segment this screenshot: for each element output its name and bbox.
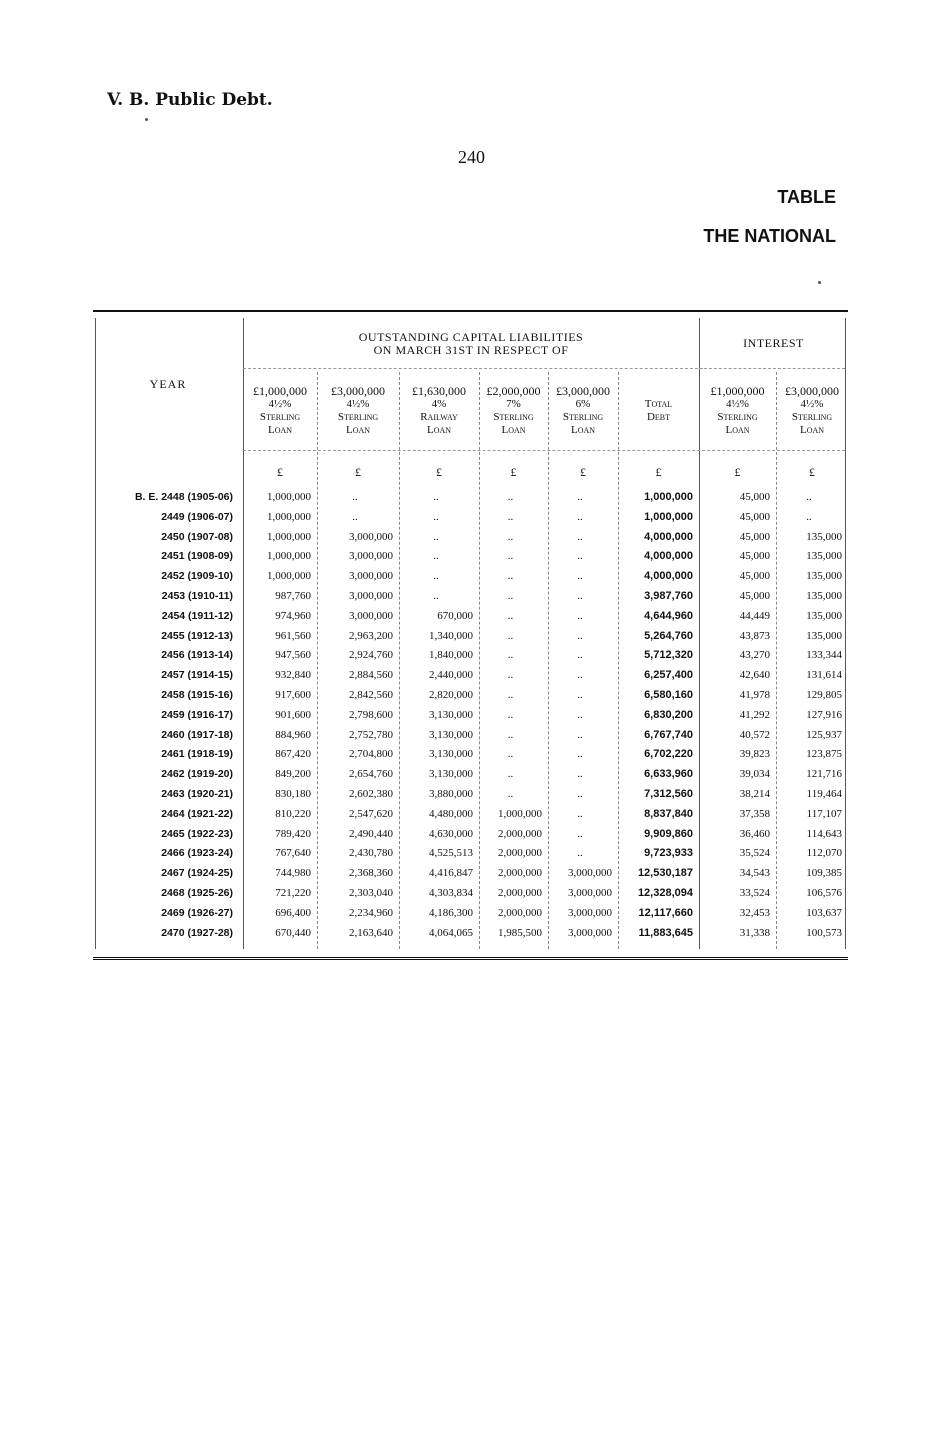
value-cell: 45,000	[739, 491, 770, 503]
value-cell: 2,798,600	[349, 708, 393, 721]
column-header-kind: Sterling	[337, 411, 379, 423]
unit-label: £	[355, 465, 361, 479]
value-cell: 2,704,800	[349, 748, 393, 761]
value-cell: 2,654,760	[349, 768, 393, 781]
value-cell: 3,000,000	[349, 589, 393, 602]
value-cell: 2,234,960	[349, 906, 393, 919]
unit-label: £	[655, 465, 662, 479]
value-cell: 849,200	[275, 768, 311, 781]
year-cell: 2456 (1913-14)	[161, 649, 233, 662]
column-header-amount: £1,630,000	[412, 384, 466, 398]
capital-liabilities-heading	[243, 331, 699, 357]
value-cell: 670,440	[275, 926, 311, 939]
value-cell: ..	[507, 510, 514, 523]
value-cell: ..	[507, 629, 514, 642]
value-cell: 36,460	[739, 827, 770, 840]
value-cell: 901,600	[275, 708, 311, 721]
value-cell: 135,000	[806, 550, 842, 563]
value-cell: 123,875	[806, 748, 842, 761]
value-cell: 4,525,513	[429, 847, 473, 860]
value-cell: 744,980	[275, 867, 311, 880]
value-cell: 45,000	[739, 550, 770, 563]
value-cell: 3,880,000	[429, 787, 473, 800]
value-cell: ..	[577, 688, 583, 701]
total-debt-cell: 9,723,933	[644, 847, 693, 860]
total-debt-cell: 9,909,860	[644, 827, 693, 840]
year-column-header: YEAR	[149, 377, 187, 391]
value-cell: 987,760	[275, 589, 311, 602]
value-cell: 4,303,834	[429, 886, 473, 899]
value-cell: 38,214	[739, 787, 770, 800]
year-cell: 2466 (1923-24)	[161, 847, 233, 860]
value-cell: 961,560	[275, 629, 311, 642]
column-header-type: Loan	[501, 424, 526, 436]
table-row	[93, 726, 848, 746]
year-cell: 2459 (1916-17)	[161, 708, 233, 721]
column-header-rate: 6%	[575, 398, 591, 410]
table-row	[93, 666, 848, 686]
unit-label: £	[510, 465, 517, 479]
page-number: 240	[458, 147, 485, 167]
value-cell: 133,344	[806, 649, 842, 662]
value-cell: 35,524	[739, 847, 770, 860]
column-header-type: Debt	[646, 411, 671, 423]
table-row	[93, 686, 848, 706]
column-header-rate: 7%	[506, 398, 521, 410]
value-cell: ..	[507, 649, 514, 662]
year-cell: 2458 (1915-16)	[161, 688, 233, 701]
column-header-4	[479, 385, 548, 437]
year-cell: 2465 (1922-23)	[161, 827, 233, 840]
table-subject: THE NATIONAL	[703, 226, 836, 246]
year-cell: 2463 (1920-21)	[161, 787, 233, 800]
column-header-kind: Railway	[420, 411, 458, 423]
column-header-amount: £1,000,000	[710, 384, 765, 398]
value-cell: ..	[806, 491, 812, 503]
value-cell: 1,340,000	[429, 629, 473, 642]
value-cell: 830,180	[275, 787, 311, 800]
total-debt-cell: 1,000,000	[644, 510, 693, 523]
value-cell: 43,270	[739, 649, 770, 662]
table-row	[93, 547, 848, 567]
value-cell: 100,573	[806, 926, 842, 939]
value-cell: 3,000,000	[349, 550, 393, 563]
value-cell: 34,543	[739, 867, 770, 880]
value-cell: 2,163,640	[349, 926, 393, 939]
year-cell: 2468 (1925-26)	[161, 886, 233, 899]
year-cell: 2454 (1911-12)	[161, 609, 233, 622]
value-cell: ..	[577, 609, 583, 622]
column-header-rate: 4½%	[268, 398, 292, 410]
value-cell: 31,338	[739, 926, 770, 939]
value-cell: 114,643	[806, 827, 842, 840]
value-cell: 1,000,000	[267, 530, 311, 543]
column-header-type: Loan	[267, 424, 293, 436]
value-cell: ..	[507, 768, 514, 781]
value-cell: 1,000,000	[267, 550, 311, 563]
table-row	[93, 607, 848, 627]
total-debt-cell: 8,837,840	[644, 807, 693, 820]
table-row	[93, 587, 848, 607]
value-cell: ..	[577, 510, 583, 523]
value-cell: 2,303,040	[349, 886, 393, 899]
total-debt-cell: 12,328,094	[637, 886, 693, 899]
value-cell: 974,960	[275, 609, 311, 622]
value-cell: ..	[507, 728, 514, 741]
column-header-8	[776, 385, 848, 437]
value-cell: 45,000	[739, 589, 770, 602]
year-cell: 2461 (1918-19)	[161, 748, 233, 761]
value-cell: 3,000,000	[568, 926, 612, 939]
value-cell: 32,453	[739, 906, 770, 919]
table-row	[93, 864, 848, 884]
value-cell: 3,000,000	[349, 570, 393, 583]
value-cell: 3,130,000	[429, 768, 473, 781]
value-cell: ..	[577, 708, 583, 721]
column-header-kind: Total	[644, 398, 673, 410]
speck	[818, 281, 821, 284]
value-cell: 2,440,000	[429, 669, 473, 682]
value-cell: 4,630,000	[429, 827, 473, 840]
value-cell: ..	[577, 530, 583, 543]
value-cell: ..	[433, 530, 439, 543]
value-cell: 1,000,000	[267, 491, 311, 503]
value-cell: ..	[507, 589, 514, 602]
value-cell: 2,547,620	[349, 807, 393, 820]
table-row	[93, 884, 848, 904]
total-debt-cell: 6,580,160	[644, 688, 693, 701]
unit-label: £	[809, 465, 815, 479]
table-row	[93, 904, 848, 924]
value-cell: 1,000,000	[267, 570, 311, 583]
value-cell: 3,130,000	[429, 708, 473, 721]
value-cell: 109,385	[806, 867, 842, 880]
value-cell: ..	[433, 550, 439, 563]
column-header-rate: 4½%	[346, 398, 370, 410]
table-row	[93, 488, 848, 508]
value-cell: 917,600	[275, 688, 311, 701]
total-debt-cell: 6,257,400	[644, 669, 693, 682]
column-header-1	[243, 385, 317, 437]
year-cell: 2455 (1912-13)	[161, 629, 233, 642]
value-cell: 2,752,780	[349, 728, 393, 741]
value-cell: ..	[352, 510, 358, 523]
year-cell: 2449 (1906-07)	[161, 510, 233, 523]
value-cell: 45,000	[739, 510, 770, 523]
value-cell: ..	[577, 629, 583, 642]
value-cell: 129,805	[806, 688, 842, 701]
value-cell: 121,716	[806, 768, 842, 781]
value-cell: 2,884,560	[349, 669, 393, 682]
value-cell: 135,000	[806, 530, 842, 543]
value-cell: ..	[507, 688, 514, 701]
national-debt-table	[93, 310, 848, 960]
table-row	[93, 844, 848, 864]
column-header-3	[399, 385, 479, 437]
value-cell: 3,000,000	[568, 906, 612, 919]
year-cell: 2452 (1909-10)	[161, 570, 233, 583]
total-debt-cell: 4,000,000	[644, 530, 693, 543]
table-row	[93, 765, 848, 785]
value-cell: ..	[507, 708, 514, 721]
value-cell: 40,572	[739, 728, 770, 741]
value-cell: ..	[507, 748, 514, 761]
value-cell: 127,916	[806, 708, 842, 721]
value-cell: ..	[507, 491, 514, 503]
value-cell: 106,576	[806, 886, 842, 899]
year-cell: 2453 (1910-11)	[161, 589, 233, 602]
value-cell: ..	[577, 827, 583, 840]
unit-label: £	[436, 465, 442, 479]
year-cell: 2469 (1926-27)	[161, 906, 233, 919]
value-cell: ..	[577, 748, 583, 761]
value-cell: 119,464	[806, 787, 842, 800]
value-cell: ..	[577, 491, 583, 503]
value-cell: ..	[806, 510, 812, 523]
value-cell: 3,000,000	[568, 867, 612, 880]
value-cell: ..	[577, 550, 583, 563]
value-cell: ..	[507, 787, 514, 800]
value-cell: 4,416,847	[429, 867, 473, 880]
value-cell: 3,000,000	[349, 609, 393, 622]
total-debt-cell: 12,530,187	[637, 867, 693, 880]
table-body	[93, 488, 848, 943]
value-cell: 947,560	[275, 649, 311, 662]
value-cell: 135,000	[806, 629, 842, 642]
value-cell: 2,430,780	[349, 847, 393, 860]
value-cell: 112,070	[806, 847, 842, 860]
column-header-2	[317, 385, 399, 437]
value-cell: 4,064,065	[429, 926, 473, 939]
value-cell: 42,640	[739, 669, 770, 682]
column-header-rate: 4½%	[800, 398, 824, 410]
total-debt-cell: 4,000,000	[644, 570, 693, 583]
value-cell: 45,000	[739, 570, 770, 583]
value-cell: 2,000,000	[498, 847, 542, 860]
value-cell: ..	[507, 669, 514, 682]
table-row	[93, 528, 848, 548]
column-header-rate: 4½%	[726, 398, 749, 410]
total-debt-cell: 6,830,200	[644, 708, 693, 721]
value-cell: 1,000,000	[267, 510, 311, 523]
column-header-type: Loan	[345, 424, 371, 436]
value-cell: 3,130,000	[429, 728, 473, 741]
value-cell: ..	[577, 669, 583, 682]
value-cell: ..	[577, 807, 583, 820]
total-debt-cell: 5,712,320	[644, 649, 693, 662]
year-cell: 2460 (1917-18)	[161, 728, 233, 741]
column-header-kind: Sterling	[562, 411, 604, 423]
value-cell: ..	[577, 589, 583, 602]
year-cell: B. E. 2448 (1905-06)	[134, 491, 233, 503]
total-debt-cell: 6,702,220	[644, 748, 693, 761]
interest-heading: INTEREST	[743, 336, 804, 350]
column-header-type: Loan	[725, 424, 750, 436]
value-cell: 2,000,000	[498, 867, 542, 880]
column-header-amount: £3,000,000	[556, 384, 610, 398]
total-debt-cell: 6,633,960	[644, 768, 693, 781]
value-cell: 789,420	[275, 827, 311, 840]
value-cell: 135,000	[806, 570, 842, 583]
table-row	[93, 805, 848, 825]
column-header-amount: £2,000,000	[486, 384, 541, 398]
value-cell: 41,978	[739, 688, 770, 701]
value-cell: 2,368,360	[349, 867, 393, 880]
value-cell: ..	[433, 589, 439, 602]
year-cell: 2450 (1907-08)	[161, 530, 233, 543]
year-cell: 2462 (1919-20)	[161, 768, 233, 781]
value-cell: 1,985,500	[498, 926, 542, 939]
value-cell: 1,000,000	[498, 807, 542, 820]
value-cell: 3,130,000	[429, 748, 473, 761]
value-cell: 39,823	[739, 748, 770, 761]
value-cell: 45,000	[739, 530, 770, 543]
table-row	[93, 627, 848, 647]
value-cell: ..	[352, 491, 358, 503]
table-row	[93, 567, 848, 587]
column-header-7	[699, 385, 776, 437]
column-header-kind: Sterling	[493, 411, 534, 423]
value-cell: 37,358	[739, 807, 770, 820]
value-cell: 103,637	[806, 906, 842, 919]
capital-liabilities-title: OUTSTANDING CAPITAL LIABILITIES	[358, 330, 584, 344]
table-row	[93, 745, 848, 765]
unit-label: £	[734, 465, 741, 479]
total-debt-cell: 3,987,760	[644, 589, 693, 602]
column-header-type: Loan	[799, 424, 825, 436]
value-cell: ..	[577, 787, 583, 800]
table-label: TABLE	[777, 187, 836, 207]
table-row	[93, 924, 848, 944]
value-cell: 884,960	[275, 728, 311, 741]
value-cell: ..	[433, 491, 439, 503]
year-cell: 2467 (1924-25)	[161, 867, 233, 880]
value-cell: 670,000	[437, 609, 473, 622]
column-header-amount: £1,000,000	[253, 384, 307, 398]
column-header-amount: £3,000,000	[785, 384, 839, 398]
value-cell: 4,480,000	[429, 807, 473, 820]
column-header-rate: 4%	[431, 398, 447, 410]
value-cell: ..	[507, 530, 514, 543]
year-cell: 2464 (1921-22)	[161, 807, 233, 820]
column-header-6	[618, 398, 699, 424]
value-cell: 39,034	[739, 768, 770, 781]
table-row	[93, 825, 848, 845]
value-cell: ..	[577, 570, 583, 583]
value-cell: 2,000,000	[498, 886, 542, 899]
year-cell: 2457 (1914-15)	[161, 669, 233, 682]
value-cell: 932,840	[275, 669, 311, 682]
unit-label: £	[277, 465, 283, 479]
capital-liabilities-subtitle: ON MARCH 31ST IN RESPECT OF	[373, 343, 569, 357]
value-cell: 867,420	[275, 748, 311, 761]
value-cell: 125,937	[806, 728, 842, 741]
value-cell: 2,842,560	[349, 688, 393, 701]
value-cell: 2,000,000	[498, 827, 542, 840]
value-cell: ..	[433, 570, 439, 583]
value-cell: ..	[507, 550, 514, 563]
value-cell: 2,000,000	[498, 906, 542, 919]
table-row	[93, 508, 848, 528]
value-cell: ..	[577, 728, 583, 741]
value-cell: 2,602,380	[349, 787, 393, 800]
value-cell: 2,963,200	[349, 629, 393, 642]
total-debt-cell: 6,767,740	[644, 728, 693, 741]
value-cell: 4,186,300	[429, 906, 473, 919]
value-cell: ..	[433, 510, 439, 523]
value-cell: 43,873	[739, 629, 770, 642]
total-debt-cell: 4,644,960	[644, 609, 693, 622]
value-cell: 135,000	[806, 589, 842, 602]
value-cell: ..	[577, 847, 583, 860]
total-debt-cell: 7,312,560	[644, 787, 693, 800]
value-cell: 117,107	[806, 807, 842, 820]
value-cell: 3,000,000	[349, 530, 393, 543]
column-header-kind: Sterling	[717, 411, 758, 423]
column-header-type: Loan	[426, 424, 452, 436]
value-cell: 721,220	[275, 886, 311, 899]
value-cell: 2,820,000	[429, 688, 473, 701]
value-cell: 696,400	[275, 906, 311, 919]
column-header-kind: Sterling	[791, 411, 833, 423]
total-debt-cell: 5,264,760	[644, 629, 693, 642]
table-row	[93, 785, 848, 805]
value-cell: ..	[507, 570, 514, 583]
total-debt-cell: 12,117,660	[638, 906, 693, 919]
value-cell: ..	[577, 649, 583, 662]
section-title: V. B. Public Debt.	[107, 90, 273, 110]
total-debt-cell: 1,000,000	[644, 491, 693, 503]
value-cell: 1,840,000	[429, 649, 473, 662]
value-cell: 2,924,760	[349, 649, 393, 662]
value-cell: 41,292	[739, 708, 770, 721]
column-header-kind: Sterling	[259, 411, 301, 423]
value-cell: 135,000	[806, 609, 842, 622]
table-row	[93, 646, 848, 666]
column-header-type: Loan	[570, 424, 596, 436]
value-cell: 810,220	[275, 807, 311, 820]
unit-label: £	[580, 465, 586, 479]
value-cell: ..	[507, 609, 514, 622]
column-header-amount: £3,000,000	[331, 384, 385, 398]
column-header-5	[548, 385, 618, 437]
value-cell: 44,449	[739, 609, 770, 622]
value-cell: 3,000,000	[568, 886, 612, 899]
year-cell: 2451 (1908-09)	[161, 550, 233, 563]
value-cell: 131,614	[806, 669, 842, 682]
year-cell: 2470 (1927-28)	[161, 926, 233, 939]
value-cell: ..	[577, 768, 583, 781]
total-debt-cell: 4,000,000	[644, 550, 693, 563]
value-cell: 33,524	[739, 886, 770, 899]
speck	[145, 118, 148, 121]
total-debt-cell: 11,883,645	[638, 926, 693, 939]
value-cell: 2,490,440	[349, 827, 393, 840]
value-cell: 767,640	[275, 847, 311, 860]
table-row	[93, 706, 848, 726]
